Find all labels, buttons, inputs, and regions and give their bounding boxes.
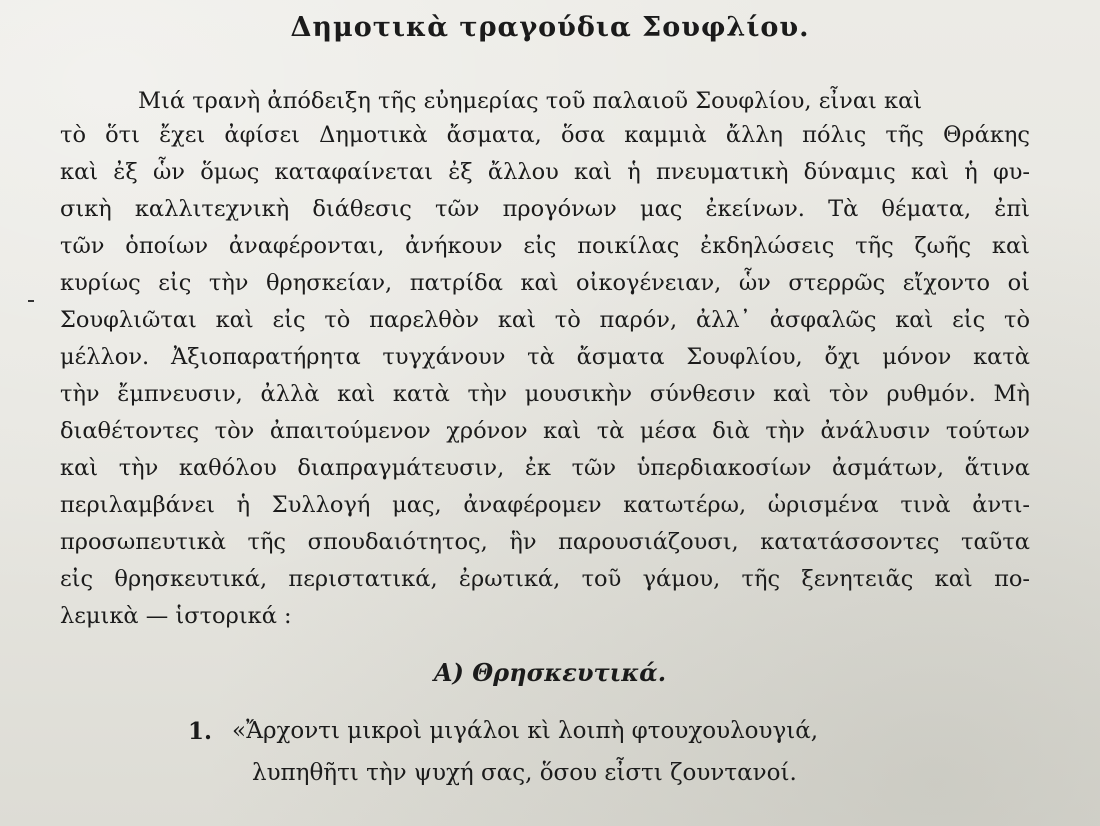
- section-heading: Α) Θρησκευτικά.: [433, 658, 667, 687]
- margin-mark: [28, 300, 34, 302]
- paragraph-line: σικὴ καλλιτεχνικὴ διάθεσις τῶν προγόνων μας ἐκείνων. Τὰ θέματα, ἐπὶ: [60, 196, 1030, 222]
- paragraph-line: καὶ ἐξ ὧν ὅμως καταφαίνεται ἐξ ἄλλου καὶ ἡ πνευματικὴ δύναμις καὶ ἡ φυ-: [60, 159, 1030, 185]
- paragraph-line: καὶ τὴν καθόλου διαπραγμάτευσιν, ἐκ τῶν ὑπερδιακοσίων ἀσμάτων, ἅτινα: [60, 455, 1030, 481]
- paragraph-line: προσωπευτικὰ τῆς σπουδαιότητος, ἣν παρουσιάζουσι, κατατάσσοντες ταῦτα: [60, 529, 1030, 555]
- paragraph-line: διαθέτοντες τὸν ἀπαιτούμενον χρόνον καὶ τὰ μέσα διὰ τὴν ἀνάλυσιν τούτων: [60, 418, 1030, 444]
- page-title: Δημοτικὰ τραγούδια Σουφλίου.: [290, 12, 810, 43]
- song-verse-line: «Ἄρχοντι μικροὶ μιγάλοι κὶ λοιπὴ φτουχουλουγιά,: [232, 718, 819, 744]
- paragraph-line: τὴν ἔμπνευσιν, ἀλλὰ καὶ κατὰ τὴν μουσικὴν σύνθεσιν καὶ τὸν ρυθμόν. Μὴ: [60, 381, 1030, 407]
- paragraph-line: τῶν ὁποίων ἀναφέρονται, ἀνήκουν εἰς ποικίλας ἐκδηλώσεις τῆς ζωῆς καὶ: [60, 233, 1030, 259]
- paragraph-line: περιλαμβάνει ἡ Συλλογή μας, ἀναφέρομεν κατωτέρω, ὡρισμένα τινὰ ἀντι-: [60, 492, 1030, 518]
- paragraph-line: τὸ ὅτι ἔχει ἀφίσει Δημοτικὰ ἄσματα, ὅσα καμμιὰ ἄλλη πόλις τῆς Θράκης: [60, 122, 1030, 148]
- paragraph-line: Μιά τρανὴ ἀπόδειξη τῆς εὐημερίας τοῦ παλαιοῦ Σουφλίου, εἶναι καὶ: [138, 88, 923, 114]
- paragraph-line: Σουφλιῶται καὶ εἰς τὸ παρελθὸν καὶ τὸ παρόν, ἀλλ᾽ ἀσφαλῶς καὶ εἰς τὸ: [60, 307, 1030, 333]
- paragraph-line: εἰς θρησκευτικά, περιστατικά, ἐρωτικά, τοῦ γάμου, τῆς ξενητειᾶς καὶ πο-: [60, 566, 1030, 592]
- paragraph-line: μέλλον. Ἀξιοπαρατήρητα τυγχάνουν τὰ ἄσματα Σουφλίου, ὄχι μόνον κατὰ: [60, 344, 1030, 370]
- paragraph-line: λεμικὰ — ἱστορικά :: [60, 603, 292, 629]
- paragraph-line: κυρίως εἰς τὴν θρησκείαν, πατρίδα καὶ οἰκογένειαν, ὧν στερρῶς εἴχοντο οἱ: [60, 270, 1030, 296]
- song-verse-line: λυπηθῆτι τὴν ψυχή σας, ὅσου εἶστι ζουντανοί.: [252, 760, 797, 786]
- song-number: 1.: [188, 718, 213, 745]
